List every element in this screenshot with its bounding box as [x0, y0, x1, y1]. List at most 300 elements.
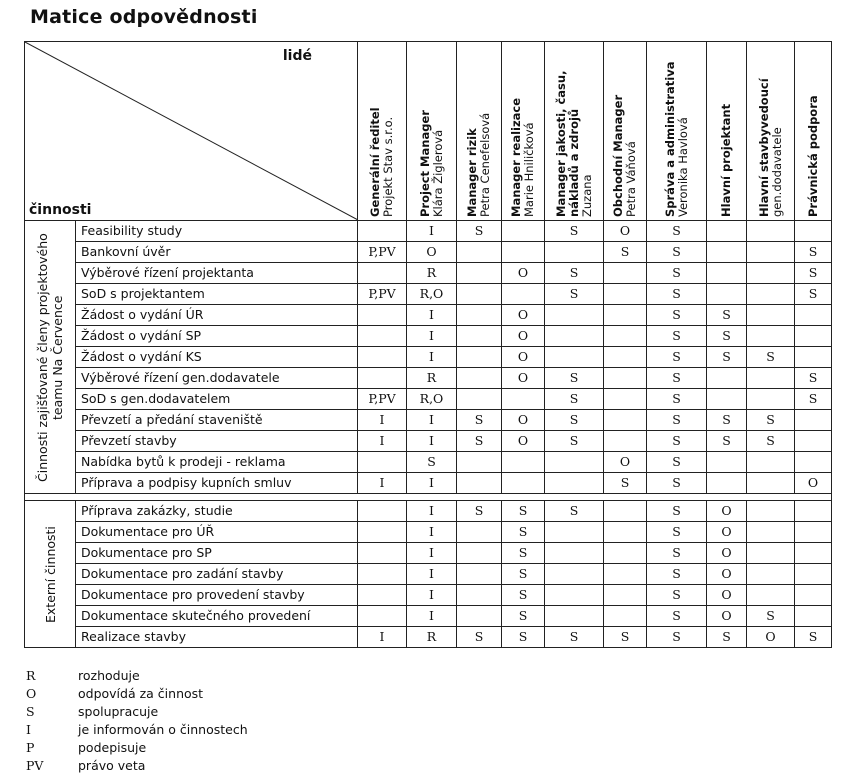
responsibility-cell: S	[795, 368, 832, 389]
page-title: Matice odpovědnosti	[30, 6, 258, 28]
responsibility-cell: I	[407, 606, 457, 627]
responsibility-cell	[457, 368, 502, 389]
role-person: Zuzana	[579, 174, 594, 217]
role-header-text	[758, 42, 784, 220]
responsibility-cell: I	[407, 221, 457, 242]
responsibility-cell: S	[795, 627, 832, 648]
responsibility-cell: S	[604, 473, 647, 494]
legend-meaning: rozhoduje	[78, 668, 140, 683]
responsibility-cell: O	[407, 242, 457, 263]
table-row	[25, 368, 832, 389]
responsibility-cell: O	[707, 585, 747, 606]
legend-item	[26, 703, 248, 721]
activity-cell: SoD s projektantem	[76, 284, 358, 305]
legend-item	[26, 739, 248, 757]
table-row	[25, 410, 832, 431]
responsibility-cell: S	[647, 410, 707, 431]
table-row	[25, 522, 832, 543]
responsibility-cell: O	[604, 221, 647, 242]
responsibility-cell	[358, 543, 407, 564]
responsibility-cell: P,PV	[358, 389, 407, 410]
responsibility-cell	[358, 326, 407, 347]
group-separator	[25, 494, 832, 501]
role-header	[707, 42, 747, 221]
responsibility-cell: I	[358, 473, 407, 494]
responsibility-cell	[604, 410, 647, 431]
role-title: Obchodní Manager	[611, 94, 625, 217]
responsibility-cell: I	[407, 585, 457, 606]
table-row	[25, 389, 832, 410]
responsibility-cell: S	[647, 326, 707, 347]
responsibility-cell	[358, 501, 407, 522]
activity-cell: Dokumentace skutečného provedení	[76, 606, 358, 627]
legend	[26, 667, 248, 775]
responsibility-cell: S	[647, 564, 707, 585]
responsibility-cell: O	[707, 522, 747, 543]
responsibility-cell	[795, 522, 832, 543]
responsibility-cell	[457, 585, 502, 606]
responsibility-cell: S	[647, 606, 707, 627]
responsibility-cell: S	[707, 347, 747, 368]
responsibility-cell	[358, 564, 407, 585]
responsibility-cell	[457, 389, 502, 410]
table-row	[25, 627, 832, 648]
responsibility-cell: O	[747, 627, 795, 648]
role-header-text	[664, 42, 690, 220]
responsibility-cell	[502, 473, 545, 494]
responsibility-cell: S	[545, 627, 604, 648]
activity-cell: Žádost o vydání SP	[76, 326, 358, 347]
responsibility-cell: S	[707, 627, 747, 648]
activity-cell: Dokumentace pro provedení stavby	[76, 585, 358, 606]
role-header	[358, 42, 407, 221]
responsibility-cell: S	[502, 501, 545, 522]
responsibility-cell	[358, 263, 407, 284]
responsibility-cell	[604, 305, 647, 326]
responsibility-cell: S	[604, 242, 647, 263]
responsibility-cell: S	[457, 221, 502, 242]
responsibility-cell	[747, 242, 795, 263]
responsibility-cell: S	[545, 263, 604, 284]
responsibility-cell: O	[502, 368, 545, 389]
responsibility-cell	[457, 606, 502, 627]
responsibility-cell: I	[358, 410, 407, 431]
activity-cell: Nabídka bytů k prodeji - reklama	[76, 452, 358, 473]
table-row	[25, 431, 832, 452]
responsibility-cell: S	[502, 627, 545, 648]
responsibility-cell: S	[407, 452, 457, 473]
responsibility-cell	[747, 522, 795, 543]
role-header	[457, 42, 502, 221]
responsibility-cell	[707, 368, 747, 389]
responsibility-cell: S	[502, 585, 545, 606]
responsibility-cell	[457, 473, 502, 494]
responsibility-cell	[545, 606, 604, 627]
responsibility-cell	[604, 347, 647, 368]
role-title: Správa a administrativa	[662, 61, 677, 217]
responsibility-cell: O	[707, 564, 747, 585]
legend-meaning: spolupracuje	[78, 704, 159, 719]
legend-code: P	[26, 740, 35, 755]
responsibility-cell	[545, 585, 604, 606]
activity-cell: Převzetí a předání staveniště	[76, 410, 358, 431]
responsibility-cell	[358, 585, 407, 606]
responsibility-cell: S	[707, 326, 747, 347]
responsibility-cell: S	[647, 221, 707, 242]
separator-cell	[25, 494, 832, 501]
responsibility-cell	[795, 221, 832, 242]
responsibility-cell	[795, 501, 832, 522]
responsibility-cell: S	[647, 347, 707, 368]
group-label: Činnosti zajišťované členy projektového teamu Na Července	[35, 232, 65, 482]
responsibility-cell: S	[502, 543, 545, 564]
responsibility-cell: S	[604, 627, 647, 648]
responsibility-cell	[604, 389, 647, 410]
responsibility-cell	[707, 221, 747, 242]
responsibility-cell	[795, 305, 832, 326]
responsibility-cell	[747, 284, 795, 305]
responsibility-cell	[358, 221, 407, 242]
activity-cell: Dokumentace pro ÚŘ	[76, 522, 358, 543]
responsibility-cell: S	[457, 627, 502, 648]
table-row	[25, 326, 832, 347]
activities-axis-label: činnosti	[29, 202, 92, 218]
responsibility-cell	[545, 242, 604, 263]
legend-meaning: odpovídá za činnost	[78, 686, 204, 701]
responsibility-cell: I	[407, 410, 457, 431]
responsibility-cell	[604, 585, 647, 606]
responsibility-cell	[545, 452, 604, 473]
responsibility-cell: S	[647, 543, 707, 564]
responsibility-cell: S	[707, 305, 747, 326]
responsibility-cell	[604, 606, 647, 627]
role-header	[795, 42, 832, 221]
responsibility-cell	[604, 501, 647, 522]
responsibility-cell: P,PV	[358, 284, 407, 305]
responsibility-cell: S	[647, 501, 707, 522]
responsibility-cell: O	[604, 452, 647, 473]
table-row	[25, 242, 832, 263]
role-header-text	[612, 42, 638, 220]
responsibility-cell	[358, 305, 407, 326]
responsibility-cell: I	[407, 473, 457, 494]
responsibility-cell: S	[795, 284, 832, 305]
responsibility-cell: R,O	[407, 284, 457, 305]
responsibility-cell: O	[502, 326, 545, 347]
responsibility-cell: S	[795, 242, 832, 263]
responsibility-cell: S	[457, 410, 502, 431]
activity-cell: Žádost o vydání KS	[76, 347, 358, 368]
responsibility-cell	[747, 368, 795, 389]
responsibility-cell: S	[545, 501, 604, 522]
responsibility-cell: O	[707, 501, 747, 522]
responsibility-cell: O	[502, 410, 545, 431]
responsibility-cell: O	[502, 431, 545, 452]
responsibility-cell: S	[795, 263, 832, 284]
responsibility-cell	[604, 522, 647, 543]
group-label-cell	[25, 501, 76, 648]
legend-item	[26, 757, 248, 775]
responsibility-cell	[795, 452, 832, 473]
responsibility-cell: S	[647, 431, 707, 452]
table-row	[25, 543, 832, 564]
legend-meaning: je informován o činnostech	[78, 722, 248, 737]
legend-meaning: právo veta	[78, 758, 146, 773]
responsibility-cell	[795, 347, 832, 368]
responsibility-cell: R	[407, 263, 457, 284]
responsibility-cell	[358, 606, 407, 627]
legend-code: S	[26, 704, 35, 719]
role-title: Manager realizace	[509, 97, 523, 217]
responsibility-cell: O	[707, 543, 747, 564]
responsibility-cell: S	[545, 431, 604, 452]
table-row	[25, 606, 832, 627]
responsibility-cell: S	[502, 522, 545, 543]
responsibility-cell	[604, 368, 647, 389]
activity-cell: Feasibility study	[76, 221, 358, 242]
responsibility-cell	[457, 452, 502, 473]
legend-item	[26, 667, 248, 685]
activity-cell: Bankovní úvěr	[76, 242, 358, 263]
responsibility-cell: S	[707, 431, 747, 452]
responsibility-cell	[795, 606, 832, 627]
responsibility-cell: S	[647, 522, 707, 543]
responsibility-cell	[604, 284, 647, 305]
activity-cell: SoD s gen.dodavatelem	[76, 389, 358, 410]
activity-cell: Dokumentace pro SP	[76, 543, 358, 564]
responsibility-cell: I	[407, 501, 457, 522]
role-title: Manager rizik	[465, 128, 479, 217]
responsibility-cell	[457, 305, 502, 326]
responsibility-cell: P,PV	[358, 242, 407, 263]
responsibility-cell: S	[647, 368, 707, 389]
table-row	[25, 501, 832, 522]
table-row	[25, 221, 832, 242]
responsibility-cell	[545, 522, 604, 543]
responsibility-cell: R	[407, 368, 457, 389]
responsibility-cell	[502, 242, 545, 263]
role-title: Hlavní stavbyvedoucí	[756, 78, 771, 217]
legend-item	[26, 721, 248, 739]
responsibility-cell	[358, 347, 407, 368]
role-person: Klára Žiglerová	[430, 129, 445, 217]
responsibility-cell	[795, 585, 832, 606]
responsibility-cell: S	[545, 389, 604, 410]
role-header	[502, 42, 545, 221]
responsibility-cell	[545, 564, 604, 585]
responsibility-cell	[795, 431, 832, 452]
responsibility-cell: S	[647, 284, 707, 305]
legend-code: O	[26, 686, 37, 701]
responsibility-cell	[604, 326, 647, 347]
table-row	[25, 585, 832, 606]
role-person: Petra Váňová	[624, 141, 638, 217]
responsibility-cell	[545, 543, 604, 564]
responsibility-cell: I	[407, 347, 457, 368]
legend-item	[26, 685, 248, 703]
responsibility-cell	[747, 501, 795, 522]
role-header-text	[419, 42, 445, 220]
responsibility-cell	[545, 305, 604, 326]
responsibility-cell: S	[647, 627, 707, 648]
responsibility-cell	[457, 326, 502, 347]
responsibility-cell	[707, 242, 747, 263]
responsibility-cell	[457, 543, 502, 564]
activity-cell: Realizace stavby	[76, 627, 358, 648]
responsibility-cell	[545, 326, 604, 347]
group-label: Externí činnosti	[42, 525, 58, 623]
responsibility-cell	[502, 221, 545, 242]
responsibility-cell	[545, 473, 604, 494]
role-header	[604, 42, 647, 221]
responsibility-cell	[457, 522, 502, 543]
responsibility-cell	[707, 473, 747, 494]
responsibility-cell: S	[545, 284, 604, 305]
responsibility-cell	[747, 543, 795, 564]
role-person: Projekt Stav s.r.o.	[381, 116, 395, 217]
responsibility-cell	[747, 326, 795, 347]
role-person: Petra Cenefelsová	[478, 112, 492, 217]
responsibility-cell	[747, 473, 795, 494]
role-person: Veronika Havlová	[675, 117, 690, 217]
responsibility-matrix	[24, 41, 832, 648]
role-header-text	[555, 42, 594, 220]
responsibility-cell	[457, 564, 502, 585]
legend-code: PV	[26, 758, 44, 773]
responsibility-cell	[747, 221, 795, 242]
activity-cell: Výběrové řízení projektanta	[76, 263, 358, 284]
responsibility-cell	[604, 431, 647, 452]
responsibility-cell: S	[707, 410, 747, 431]
activity-cell: Převzetí stavby	[76, 431, 358, 452]
matrix-body	[25, 221, 832, 648]
role-person: gen.dodavatele	[769, 127, 784, 217]
responsibility-cell: I	[407, 431, 457, 452]
responsibility-cell	[457, 242, 502, 263]
responsibility-cell: I	[407, 326, 457, 347]
role-header	[747, 42, 795, 221]
table-row	[25, 284, 832, 305]
responsibility-cell	[747, 305, 795, 326]
responsibility-cell: O	[707, 606, 747, 627]
responsibility-cell: S	[795, 389, 832, 410]
table-row	[25, 347, 832, 368]
corner-diagonal	[25, 42, 358, 220]
table-row	[25, 263, 832, 284]
responsibility-cell: S	[747, 347, 795, 368]
responsibility-cell: S	[647, 263, 707, 284]
role-title: Hlavní projektant	[719, 103, 733, 217]
responsibility-cell	[358, 522, 407, 543]
responsibility-cell	[545, 347, 604, 368]
responsibility-cell: S	[747, 410, 795, 431]
activity-cell: Žádost o vydání ÚR	[76, 305, 358, 326]
responsibility-cell	[457, 347, 502, 368]
role-header	[545, 42, 604, 221]
responsibility-cell: O	[502, 305, 545, 326]
activity-cell: Příprava a podpisy kupních smluv	[76, 473, 358, 494]
people-axis-label: lidé	[282, 48, 312, 64]
responsibility-cell	[795, 410, 832, 431]
responsibility-cell	[358, 368, 407, 389]
legend-code: R	[26, 668, 36, 683]
responsibility-cell: I	[407, 564, 457, 585]
role-title: Právnická podpora	[805, 95, 820, 217]
responsibility-cell: S	[747, 431, 795, 452]
responsibility-cell	[747, 452, 795, 473]
responsibility-cell	[747, 585, 795, 606]
responsibility-cell	[795, 564, 832, 585]
legend-meaning: podepisuje	[78, 740, 147, 755]
responsibility-cell: S	[647, 473, 707, 494]
responsibility-cell	[604, 543, 647, 564]
responsibility-cell	[604, 564, 647, 585]
responsibility-cell: S	[545, 410, 604, 431]
role-title: Generální ředitel	[368, 107, 382, 217]
activity-cell: Výběrové řízení gen.dodavatele	[76, 368, 358, 389]
responsibility-cell: S	[647, 452, 707, 473]
role-header-text	[466, 42, 492, 220]
responsibility-cell: S	[647, 585, 707, 606]
role-header-text	[720, 42, 733, 220]
responsibility-cell: S	[457, 431, 502, 452]
responsibility-cell	[457, 263, 502, 284]
activity-cell: Příprava zakázky, studie	[76, 501, 358, 522]
responsibility-cell	[358, 452, 407, 473]
table-row	[25, 473, 832, 494]
responsibility-cell: R	[407, 627, 457, 648]
corner-cell	[25, 42, 358, 221]
responsibility-cell	[502, 284, 545, 305]
responsibility-cell: I	[358, 431, 407, 452]
responsibility-cell	[795, 326, 832, 347]
responsibility-cell	[457, 284, 502, 305]
responsibility-cell: I	[407, 522, 457, 543]
role-title: Project Manager	[417, 110, 432, 217]
legend-code: I	[26, 722, 31, 737]
responsibility-cell: S	[647, 389, 707, 410]
role-header	[647, 42, 707, 221]
responsibility-cell: S	[502, 606, 545, 627]
responsibility-cell	[747, 389, 795, 410]
responsibility-cell: I	[407, 543, 457, 564]
responsibility-cell: S	[502, 564, 545, 585]
responsibility-cell: I	[407, 305, 457, 326]
responsibility-cell: S	[747, 606, 795, 627]
responsibility-cell	[707, 263, 747, 284]
responsibility-cell: S	[647, 305, 707, 326]
responsibility-cell: S	[457, 501, 502, 522]
responsibility-cell: S	[545, 368, 604, 389]
responsibility-cell	[747, 564, 795, 585]
responsibility-cell	[604, 263, 647, 284]
responsibility-cell: R,O	[407, 389, 457, 410]
activity-cell: Dokumentace pro zadání stavby	[76, 564, 358, 585]
group-label-cell	[25, 221, 76, 494]
role-person: Marie Hniličková	[522, 122, 536, 217]
responsibility-cell: O	[502, 263, 545, 284]
role-header	[407, 42, 457, 221]
responsibility-cell	[707, 452, 747, 473]
responsibility-cell: I	[358, 627, 407, 648]
responsibility-cell	[747, 263, 795, 284]
role-header-text	[807, 42, 820, 220]
responsibility-cell	[707, 284, 747, 305]
responsibility-cell: O	[502, 347, 545, 368]
responsibility-cell: O	[795, 473, 832, 494]
table-row	[25, 305, 832, 326]
responsibility-cell: S	[545, 221, 604, 242]
